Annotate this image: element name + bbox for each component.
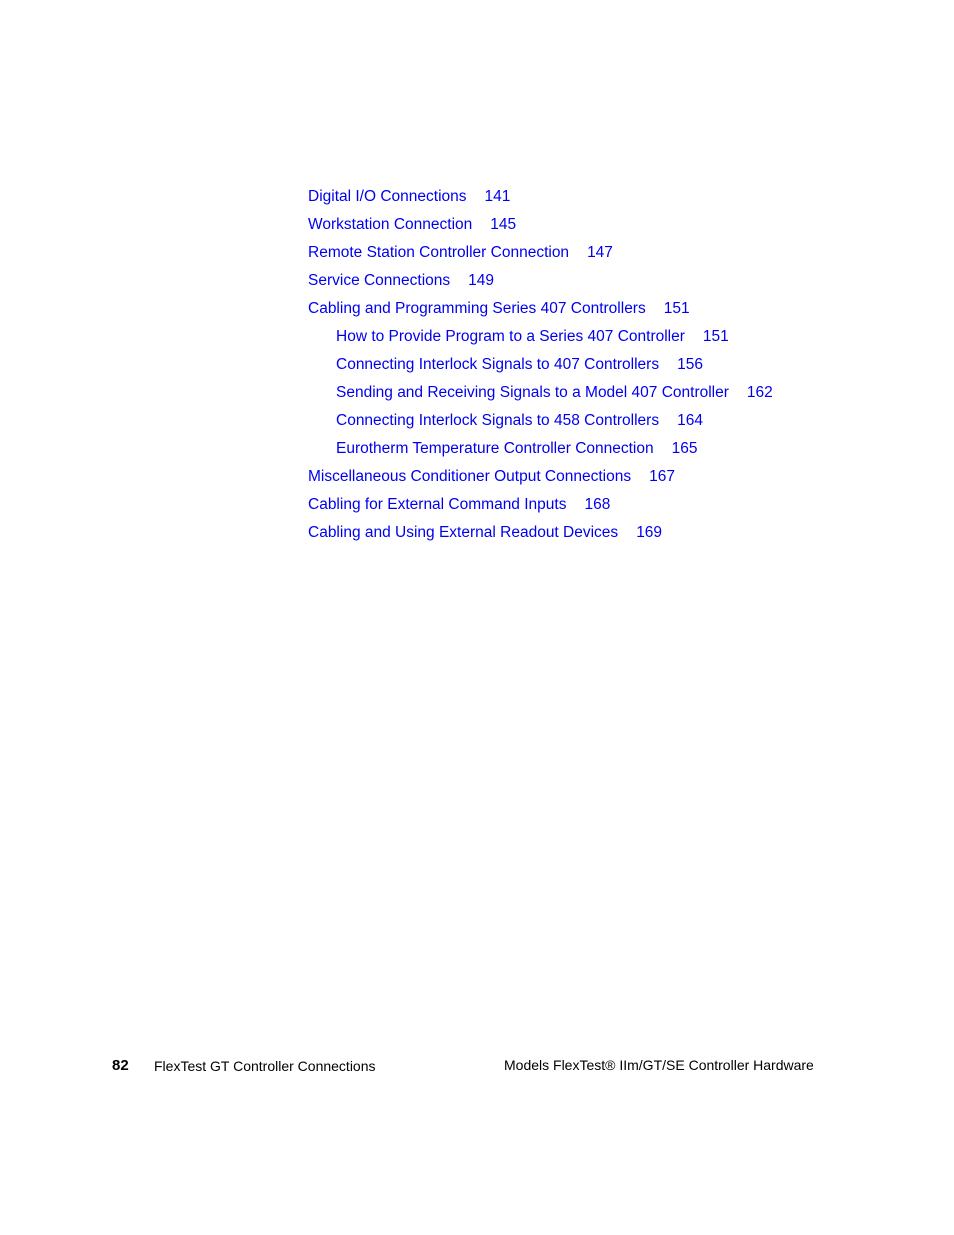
toc-entry-title: Eurotherm Temperature Controller Connection bbox=[336, 440, 654, 457]
toc-subentry[interactable] bbox=[308, 408, 868, 436]
toc-entry-title: Miscellaneous Conditioner Output Connections bbox=[308, 468, 632, 485]
toc-entry[interactable] bbox=[308, 268, 868, 296]
toc-entry-page: 162 bbox=[746, 384, 773, 401]
toc-entry[interactable] bbox=[308, 492, 868, 520]
toc-entry-title: Sending and Receiving Signals to a Model 407 Controller bbox=[336, 384, 729, 401]
toc-entry-page: 141 bbox=[484, 188, 511, 205]
toc-entry[interactable] bbox=[308, 212, 868, 240]
toc-entry-title: Connecting Interlock Signals to 458 Controllers bbox=[336, 412, 660, 429]
toc-entry-page: 169 bbox=[636, 524, 663, 541]
toc-entry-page: 168 bbox=[584, 496, 611, 513]
toc-entry[interactable] bbox=[308, 184, 868, 212]
toc-entry[interactable] bbox=[308, 240, 868, 268]
toc-entry-title: Cabling and Using External Readout Devices bbox=[308, 524, 619, 541]
toc-subentry[interactable] bbox=[308, 352, 868, 380]
footer-chapter-title: FlexTest GT Controller Connections bbox=[154, 1058, 376, 1074]
footer-page-number: 82 bbox=[112, 1057, 129, 1074]
toc-entry-title: Service Connections bbox=[308, 272, 451, 289]
toc-entry-page: 151 bbox=[702, 328, 729, 345]
toc-entry-title: How to Provide Program to a Series 407 Controller bbox=[336, 328, 685, 345]
toc-entry[interactable] bbox=[308, 296, 868, 324]
toc-entry-title: Cabling and Programming Series 407 Controllers bbox=[308, 300, 646, 317]
toc-entry-page: 156 bbox=[677, 356, 703, 373]
toc-entry-page: 167 bbox=[649, 468, 675, 485]
toc-entry-title: Cabling for External Command Inputs bbox=[308, 496, 567, 513]
footer-book-title: Models FlexTest® IIm/GT/SE Controller Hardware bbox=[504, 1057, 814, 1073]
toc-subentry[interactable] bbox=[308, 324, 868, 352]
toc-entry-page: 165 bbox=[671, 440, 698, 457]
toc-entry-title: Workstation Connection bbox=[308, 216, 473, 233]
toc-subentry[interactable] bbox=[308, 436, 868, 464]
toc-entry[interactable] bbox=[308, 464, 868, 492]
toc-entry-page: 164 bbox=[677, 412, 703, 429]
toc-entry[interactable] bbox=[308, 520, 868, 548]
toc-entry-title: Remote Station Controller Connection bbox=[308, 244, 570, 261]
toc-entry-page: 151 bbox=[663, 300, 690, 317]
toc-entry-page: 147 bbox=[587, 244, 613, 261]
table-of-contents bbox=[308, 184, 868, 548]
toc-entry-title: Connecting Interlock Signals to 407 Controllers bbox=[336, 356, 660, 373]
toc-subentry[interactable] bbox=[308, 380, 868, 408]
toc-entry-page: 145 bbox=[490, 216, 517, 233]
toc-entry-title: Digital I/O Connections bbox=[308, 188, 467, 205]
toc-entry-page: 149 bbox=[468, 272, 495, 289]
